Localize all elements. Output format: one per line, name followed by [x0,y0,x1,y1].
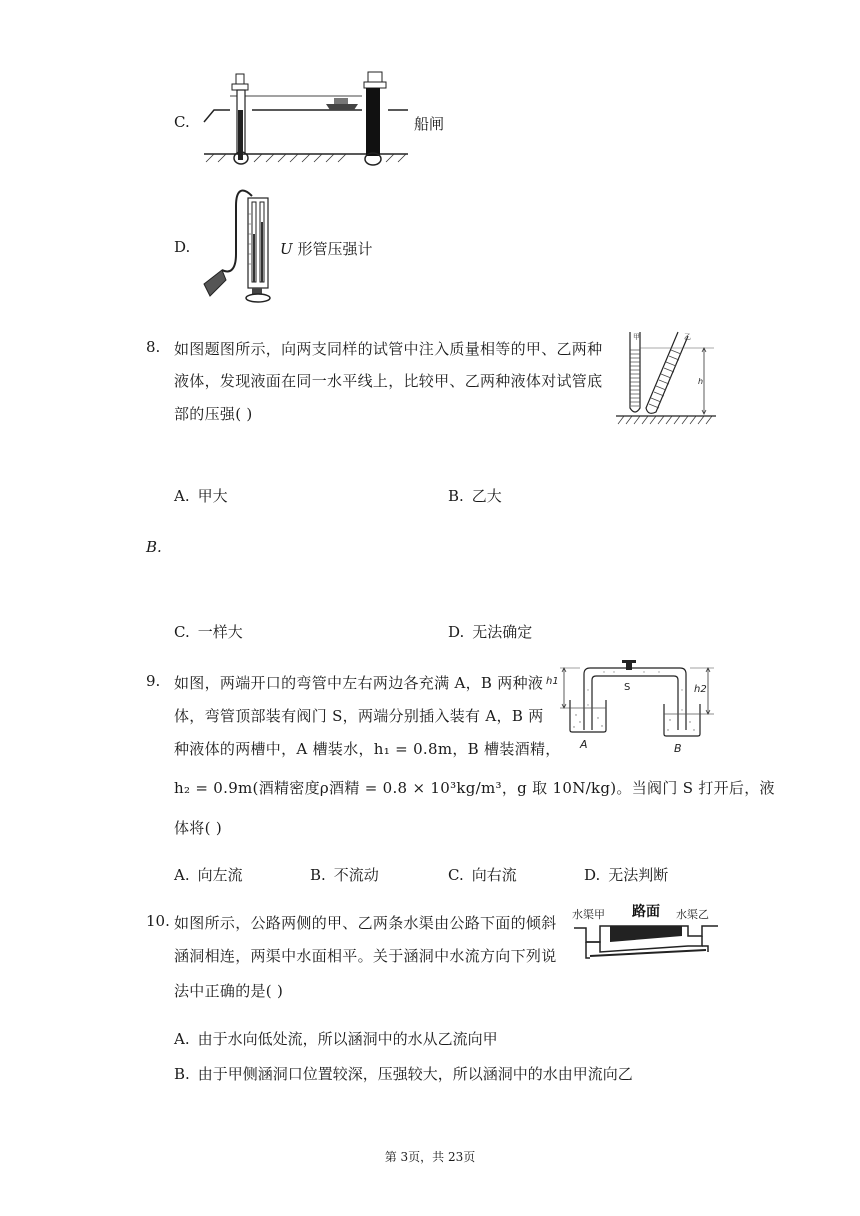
option-text: 甲大 [197,487,228,505]
q9-number: 9. [146,672,161,690]
q8-number: 8. [146,338,161,356]
q8-stem-line-1: 如图题图所示，向两支同样的试管中注入质量相等的甲、乙两种 [174,340,603,358]
tank-b-label: B [674,742,682,755]
option-label: A. [174,866,190,884]
q10-option-b [174,1063,633,1084]
u-tube-manometer-figure [196,184,280,306]
q8-option-c [174,621,243,642]
q9-option-c [448,864,517,885]
q8-option-b [448,485,502,506]
option-text: 一样大 [197,623,243,641]
option-text: 向右流 [471,866,517,884]
q8-option-d [448,621,532,642]
q7-option-c-caption: 船闸 [414,115,445,133]
q7-option-c [174,113,190,131]
q8-stem-line-3: 部的压强( ) [174,405,253,423]
option-label: C. [174,623,190,641]
left-canal-label: 水渠甲 [572,908,605,921]
option-label: A. [174,1030,190,1048]
q9-option-d [584,864,668,885]
caption-text: 形管压强计 [297,240,373,258]
q10-option-a [174,1028,498,1049]
option-label: C. [174,113,190,131]
q10-number: 10. [146,912,170,930]
option-label: A. [174,487,190,505]
u-letter: U [280,240,293,258]
option-label: B. [448,487,464,505]
option-text: 向左流 [197,866,243,884]
q9-option-b [310,864,379,885]
bent-tube-figure [544,660,720,756]
q8-stem-line-2: 液体，发现液面在同一水平线上，比较甲、乙两种液体对试管底 [174,372,603,390]
q9-stem-line-4: h₂ = 0.9m(酒精密度ρ酒精 = 0.8 × 10³kg/m³，g 取 10N/kg)。当阀门 S 打开后，液 [174,779,775,797]
tube-b-label: 乙 [684,333,691,341]
tank-a-label: A [580,738,588,751]
stray-option-mark: B. [146,538,162,556]
valve-label: S [624,682,631,693]
q9-stem-line-1: 如图，两端开口的弯管中左右两边各充满 A，B 两种液 [174,674,544,692]
q9-stem-line-5: 体将( ) [174,819,222,837]
option-label: B. [174,1065,190,1083]
option-text: 乙大 [471,487,502,505]
option-text: 无法判断 [608,866,669,884]
q7-option-d-caption [280,238,372,259]
option-label: D. [174,238,191,256]
q10-stem-line-2: 涵洞相连，两渠中水面相平。关于涵洞中水流方向下列说 [174,947,557,965]
option-text: 由于甲侧涵洞口位置较深，压强较大，所以涵洞中的水由甲流向乙 [197,1065,633,1083]
height-label: h [698,377,704,386]
option-text: 不流动 [333,866,379,884]
ship-lock-figure [200,70,412,170]
road-label: 路面 [632,904,660,920]
q7-option-d [174,238,190,256]
page-footer: 第 3页，共 23页 [384,1150,476,1164]
option-label: B. [310,866,326,884]
q9-stem-line-2: 体，弯管顶部装有阀门 S，两端分别插入装有 A，B 两 [174,707,544,725]
test-tubes-figure [614,328,718,426]
q10-stem-line-1: 如图所示，公路两侧的甲、乙两条水渠由公路下面的倾斜 [174,914,557,932]
tube-a-label: 甲 [633,333,640,341]
q9-option-a [174,864,243,885]
q8-option-a [174,485,228,506]
q9-stem-line-3: 种液体的两槽中，A 槽装水，h₁ = 0.8m，B 槽装酒精， [174,740,561,758]
option-label: D. [584,866,601,884]
option-text: 无法确定 [472,623,533,641]
right-canal-label: 水渠乙 [676,908,709,921]
h1-label: h1 [546,676,559,687]
option-text: 由于水向低处流，所以涵洞中的水从乙流向甲 [197,1030,498,1048]
culvert-figure [570,902,720,964]
h2-label: h2 [694,684,707,695]
option-label: C. [448,866,464,884]
option-label: D. [448,623,465,641]
q10-stem-line-3: 法中正确的是( ) [174,982,284,1000]
